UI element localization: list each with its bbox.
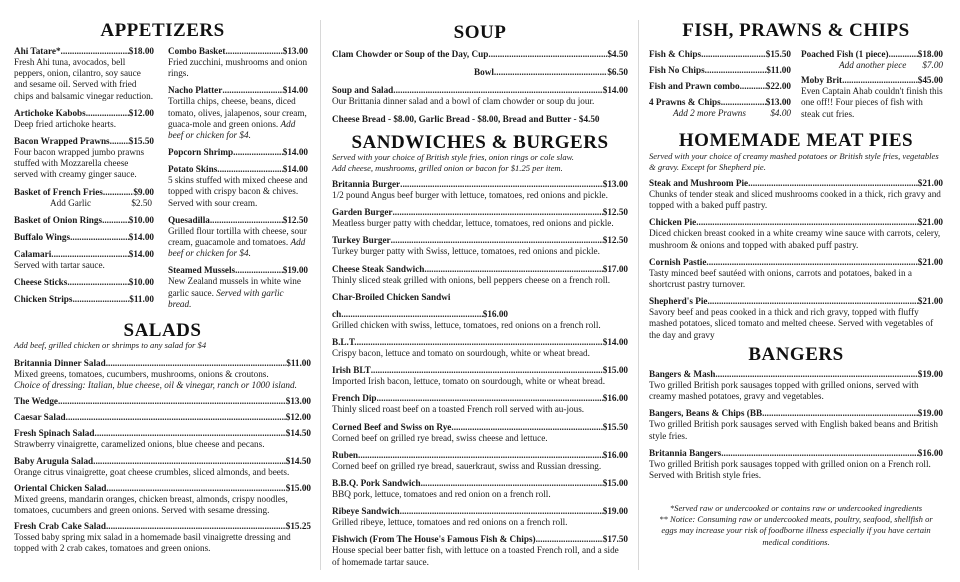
- salads-subtitle: Add beef, grilled chicken or shrimps to any salad for $4: [14, 340, 207, 350]
- pies-list: [649, 177, 943, 341]
- menu-item: Shepherd's Pie ..... $21.00 Savory beef and peas cooked in a thick and rich gravy, topped with fluffy mashed potatoes, sliced tomato and melted cheese. Served with vegetables of the day and gravy: [649, 295, 943, 341]
- menu-item: Clam Chowder or Soup of the Day, Cup ..... $4.50: [332, 48, 628, 60]
- column-divider: [320, 20, 321, 570]
- menu-item: The Wedge ..... $13.00: [14, 395, 311, 407]
- menu-item: Britannia Burger ..... $13.00 1/2 pound Angus beef burger with lettuce, tomatoes, red onions and pickle.: [332, 178, 628, 201]
- menu-item: Garden Burger ..... $12.50 Meatless burger patty with cheddar, lettuce, tomatoes, red onions and pickle.: [332, 206, 628, 229]
- menu-item: Calamari ..... $14.00 Served with tartar sauce.: [14, 248, 154, 271]
- menu-item: Fish & Chips ..... $15.50: [649, 48, 791, 60]
- menu-item: Potato Skins ..... $14.00 5 skins stuffed with mixed cheese and topped with crispy bacon & chives. Served with sour cream.: [168, 163, 308, 209]
- bangers-title: BANGERS: [748, 344, 844, 365]
- menu-item: Popcorn Shrimp ..... $14.00: [168, 146, 308, 158]
- pies-subtitle: Served with your choice of creamy mashed potatoes or British style fries, vegetables & gravy. Except for Shepherd pie.: [649, 151, 939, 172]
- menu-item: Combo Basket ..... $13.00 Fried zucchini, mushrooms and onion rings.: [168, 45, 308, 79]
- menu-item: ch ..... $16.00 Grilled chicken with swiss, lettuce, tomatoes, red onions on a french roll.: [332, 308, 628, 331]
- bread-line: Cheese Bread - $8.00, Garlic Bread - $8.00, Bread and Butter - $4.50: [332, 114, 600, 125]
- fish-title: FISH, PRAWNS & CHIPS: [682, 20, 910, 41]
- appetizers-title: APPETIZERS: [100, 20, 225, 41]
- salads-list: [14, 357, 311, 555]
- menu-item: Steamed Mussels ..... $19.00 New Zealand mussels in white wine garlic sauce. Served with garlic bread.: [168, 264, 308, 310]
- menu-item: Ribeye Sandwich ..... $19.00 Grilled ribeye, lettuce, tomatoes and red onions on a french roll.: [332, 505, 628, 528]
- menu-item: Ahi Tatare* ..... $18.00 Fresh Ahi tuna, avocados, bell peppers, onion, cilantro, soy sauce and sesame oil. Served with fried chips and balsamic vinegar reduction.: [14, 45, 154, 102]
- fish-left: [649, 48, 791, 124]
- menu-item: Fresh Crab Cake Salad ..... $15.25 Tossed baby spring mix salad in a homemade basil vinaigrette dressing and topped with 2 crab cakes, tomatoes and green onions.: [14, 520, 311, 554]
- menu-item: Fishwich (From The House's Famous Fish & Chips) ..... $17.50 House special beer batter fish, with lettuce on a toasted French roll, and a side of homemade tartar sauce.: [332, 533, 628, 567]
- menu-item: Quesadilla ..... $12.50 Grilled flour tortilla with cheese, sour cream, guacamole and tomatoes. Add beef or chicken for $4.: [168, 214, 308, 260]
- menu-item: Basket of Onion Rings ..... $10.00: [14, 214, 154, 226]
- menu-item: Baby Arugula Salad ..... $14.50 Orange citrus vinaigrette, goat cheese crumbles, sliced almonds, and beets.: [14, 455, 311, 478]
- soup-list: [332, 48, 628, 125]
- menu-item: Basket of French Fries ..... $9.00 Add Garlic $2.50: [14, 186, 154, 209]
- menu-item: B.L.T. ..... $14.00 Crispy bacon, lettuce and tomato on sourdough, white or wheat bread.: [332, 336, 628, 359]
- sandwiches-title: SANDWICHES & BURGERS: [351, 132, 609, 153]
- menu-item: Britannia Dinner Salad ..... $11.00 Mixed greens, tomatoes, cucumbers, mushrooms, onions & croutons. Choice of dressing: Italian, blue cheese, oil & vinegar, ranch or 1000 island.: [14, 357, 311, 391]
- fish-right: [801, 48, 943, 125]
- health-notice: [649, 503, 943, 548]
- menu-item: Irish BLT ..... $15.00 Imported Irish bacon, lettuce, tomato on sourdough, white or wheat bread.: [332, 364, 628, 387]
- menu-item: French Dip ..... $16.00 Thinly sliced roast beef on a toasted French roll served with au-jous.: [332, 392, 628, 415]
- menu-item: Soup and Salad ..... $14.00 Our Brittania dinner salad and a bowl of clam chowder or soup du jour.: [332, 84, 628, 107]
- appetizers-right: [168, 45, 308, 315]
- menu-item: Fresh Spinach Salad ..... $14.50 Strawberry vinaigrette, caramelized onions, blue cheese and pecans.: [14, 427, 311, 450]
- menu-item: Chicken Pie ..... $21.00 Diced chicken breast cooked in a white creamy wine sauce with carrots, celery, mushroom & onions and topped with abaked puff pastry.: [649, 216, 943, 250]
- menu-item: Chicken Strips ..... $11.00: [14, 293, 154, 305]
- notice-line-2: ** Notice: Consuming raw or undercooked meats, poultry, seafood, shellfish or eggs may increase your risk of foodborne illness especially if you have certain medical conditions.: [659, 514, 933, 547]
- menu-item: Cornish Pastie ..... $21.00 Tasty minced beef sautéed with onions, carrots and potatoes, baked in a shortcrust pastry turnover.: [649, 256, 943, 290]
- menu-item: 4 Prawns & Chips ..... $13.00: [649, 96, 791, 108]
- menu-item: Add 2 more Prawns $4.00: [673, 108, 791, 118]
- menu-item: Oriental Chicken Salad ..... $15.00 Mixed greens, mandarin oranges, chicken breast, almonds, crispy noodles, tomatoes, cucumbers and green onions. Served with sesame dressing.: [14, 482, 311, 516]
- menu-item: Britannia Bangers ..... $16.00 Two grilled British pork sausages topped with grilled onion on a French roll. Served with British style fries.: [649, 447, 943, 481]
- menu-item: Bangers & Mash ..... $19.00 Two grilled British pork sausages topped with grilled onions, served with creamy mashed potatoes, gravy and vegetables.: [649, 368, 943, 402]
- notice-line-1: *Served raw or undercooked or contains raw or undercooked ingredients: [669, 503, 923, 513]
- menu-item: Steak and Mushroom Pie ..... $21.00 Chunks of tender steak and sliced mushrooms cooked in a thick, rich gravy and topped with a baked puff pastry.: [649, 177, 943, 211]
- menu-item: B.B.Q. Pork Sandwich ..... $15.00 BBQ pork, lettuce, tomatoes and red onion on a french roll.: [332, 477, 628, 500]
- sandwiches-subtitle-2: Add cheese, mushrooms, grilled onion or bacon for $1.25 per item.: [332, 163, 563, 173]
- menu-item: Buffalo Wings ..... $14.00: [14, 231, 154, 243]
- menu-item: Poached Fish (1 piece) ..... $18.00: [801, 48, 943, 60]
- sandwiches-subtitle-1: Served with your choice of British style fries, onion rings or cole slaw.: [332, 152, 574, 162]
- menu-item: Corned Beef and Swiss on Rye ..... $15.50 Corned beef on grilled rye bread, swiss cheese and lettuce.: [332, 421, 628, 444]
- menu-item: Caesar Salad ..... $12.00: [14, 411, 311, 423]
- menu-item: Ruben ..... $16.00 Corned beef on grilled rye bread, sauerkraut, swiss and Russian dressing.: [332, 449, 628, 472]
- bangers-list: [649, 368, 943, 481]
- menu-item: Fish No Chips ..... $11.00: [649, 64, 791, 76]
- pies-title: HOMEMADE MEAT PIES: [678, 130, 914, 151]
- menu-item: Turkey Burger ..... $12.50 Turkey burger patty with Swiss, lettuce, tomatoes, red onions and pickle.: [332, 234, 628, 257]
- menu-item: Artichoke Kabobs ..... $12.00 Deep fried artichoke hearts.: [14, 107, 154, 130]
- menu-item: Char-Broiled Chicken Sandwi: [332, 291, 451, 302]
- salads-title: SALADS: [123, 320, 202, 341]
- menu-item: Nacho Platter ..... $14.00 Tortilla chips, cheese, beans, diced tomato, olives, jalapenos, sour cream, guaca-mole and green onions. Add beef or chicken for $4.: [168, 84, 308, 141]
- menu-item: Moby Brit ..... $45.00 Even Captain Ahab couldn't finish this one off!! Four pieces of fish with steak cut fries.: [801, 74, 943, 120]
- menu-item: Bacon Wrapped Prawns ..... $15.50 Four bacon wrapped jumbo prawns stuffed with Mozzarella cheese served with creamy ginger sauce.: [14, 135, 154, 181]
- menu-item: Bowl ..... $6.50: [332, 66, 628, 78]
- menu-item: Cheese Steak Sandwich ..... $17.00 Thinly sliced steak grilled with onions, bell peppers cheese on a french roll.: [332, 263, 628, 286]
- soup-title: SOUP: [453, 22, 507, 43]
- menu-item: Fish and Prawn combo ..... $22.00: [649, 80, 791, 92]
- menu-item: Bangers, Beans & Chips (BB ..... $19.00 Two grilled British pork sausages served with English baked beans and British style fries.: [649, 407, 943, 441]
- appetizers-left: [14, 45, 154, 310]
- column-divider: [638, 20, 639, 570]
- menu-item: Add another piece $7.00: [839, 60, 943, 70]
- sandwiches-list: [332, 178, 628, 568]
- menu-item: Cheese Sticks ..... $10.00: [14, 276, 154, 288]
